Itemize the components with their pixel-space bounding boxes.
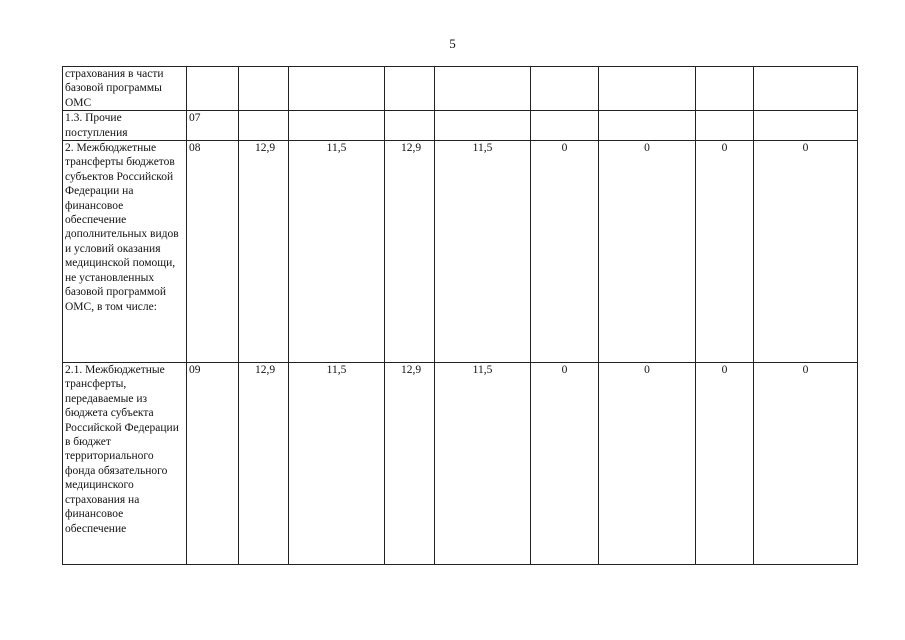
- value-cell: 0: [599, 363, 696, 565]
- value-cell: 0: [754, 363, 858, 565]
- value-cell: [599, 111, 696, 141]
- row-code-cell: 09: [187, 363, 239, 565]
- row-name-cell: 1.3. Прочие поступления: [63, 111, 187, 141]
- value-cell: [696, 111, 754, 141]
- value-cell: [239, 111, 289, 141]
- value-cell: 0: [531, 141, 599, 363]
- value-cell: [385, 67, 435, 111]
- value-cell: 12,9: [385, 363, 435, 565]
- row-name-cell: 2.1. Межбюджетные трансферты, передаваемые из бюджета субъекта Российской Федерации в бюджет территориального фонда обязательного медицинского страхования на финансовое обеспечение: [63, 363, 187, 565]
- value-cell: 11,5: [435, 363, 531, 565]
- value-cell: 0: [696, 141, 754, 363]
- value-cell: [239, 67, 289, 111]
- value-cell: 0: [599, 141, 696, 363]
- value-cell: [696, 67, 754, 111]
- budget-table: [62, 66, 858, 565]
- value-cell: 12,9: [385, 141, 435, 363]
- table-row: [63, 363, 858, 565]
- row-name-cell: 2. Межбюджетные трансферты бюджетов субъектов Российской Федерации на финансовое обеспечение дополнительных видов и условий оказания медицинской помощи, не установленных базовой программой ОМС, в том числе:: [63, 141, 187, 363]
- value-cell: 0: [696, 363, 754, 565]
- table-row: [63, 67, 858, 111]
- value-cell: [435, 67, 531, 111]
- row-name-cell: страхования в части базовой программы ОМС: [63, 67, 187, 111]
- value-cell: [289, 67, 385, 111]
- value-cell: [385, 111, 435, 141]
- page-number: 5: [449, 36, 456, 51]
- value-cell: [754, 67, 858, 111]
- value-cell: 12,9: [239, 363, 289, 565]
- value-cell: [531, 67, 599, 111]
- value-cell: [754, 111, 858, 141]
- value-cell: 11,5: [289, 141, 385, 363]
- value-cell: 11,5: [289, 363, 385, 565]
- value-cell: [289, 111, 385, 141]
- value-cell: [435, 111, 531, 141]
- table-row: [63, 111, 858, 141]
- value-cell: [531, 111, 599, 141]
- value-cell: [599, 67, 696, 111]
- row-code-cell: [187, 67, 239, 111]
- row-code-cell: 08: [187, 141, 239, 363]
- value-cell: 0: [531, 363, 599, 565]
- value-cell: 12,9: [239, 141, 289, 363]
- value-cell: 0: [754, 141, 858, 363]
- value-cell: 11,5: [435, 141, 531, 363]
- table-row: [63, 141, 858, 363]
- row-code-cell: 07: [187, 111, 239, 141]
